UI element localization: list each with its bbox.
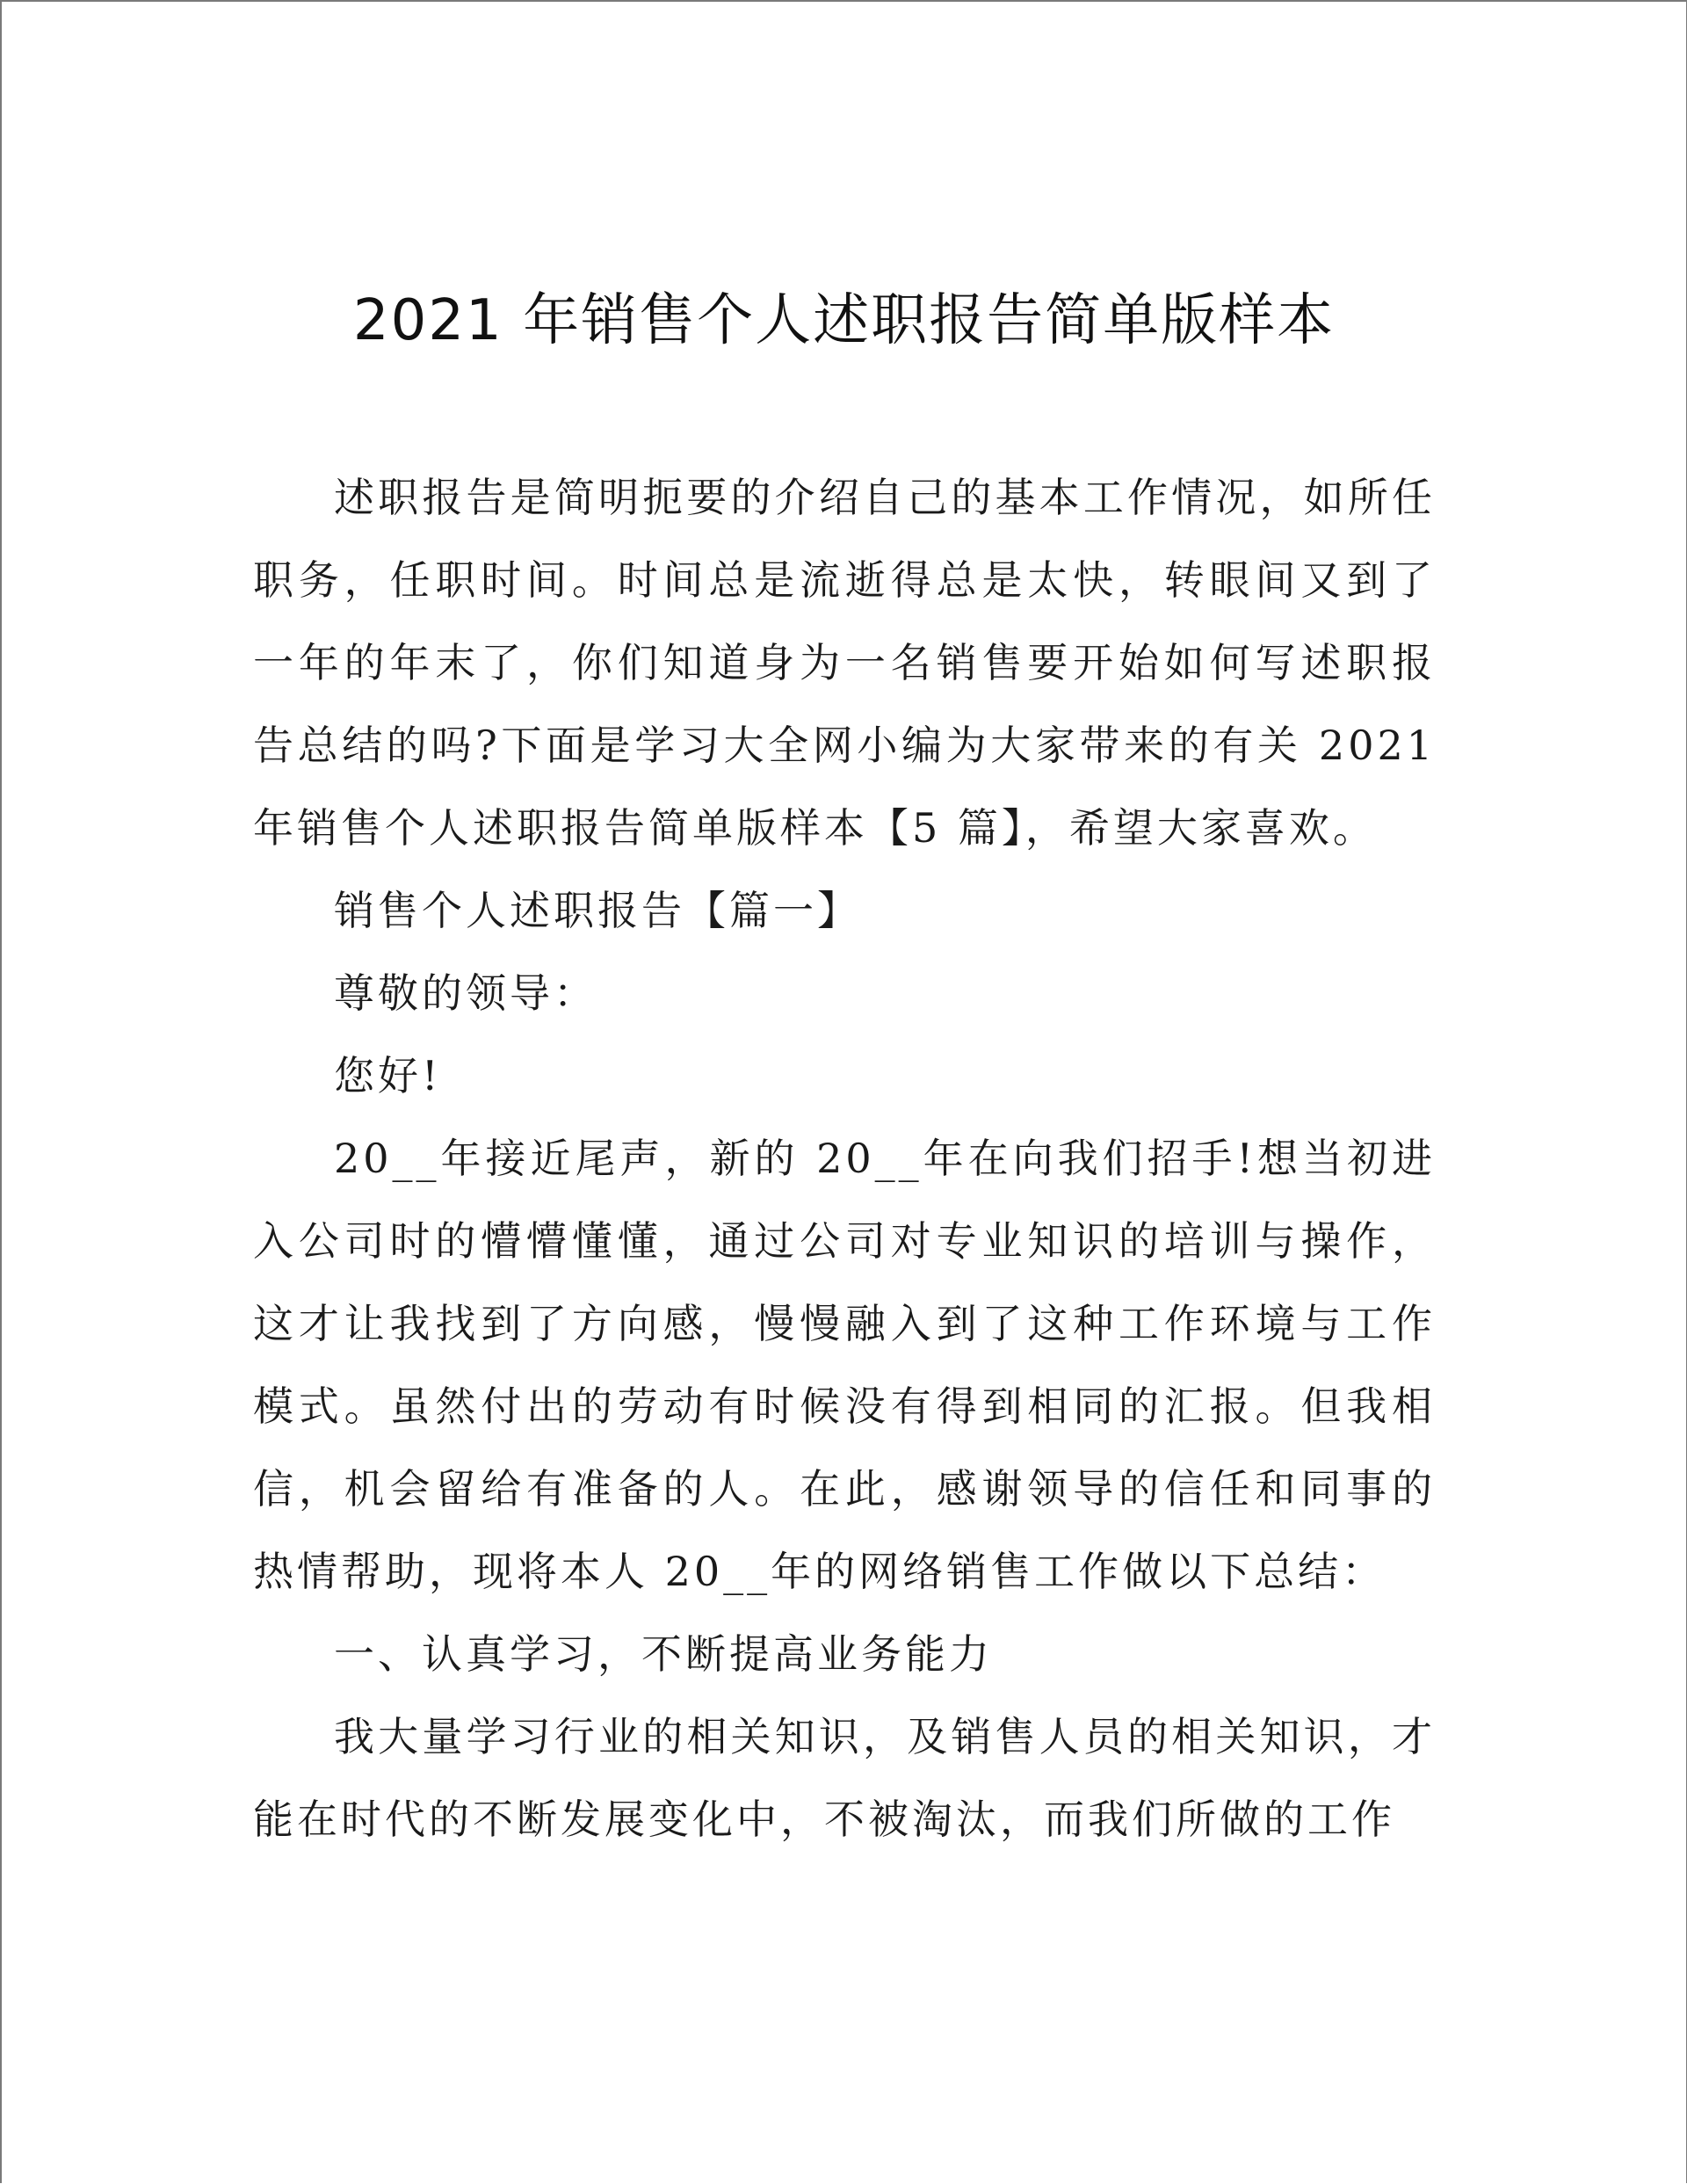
study-paragraph: 我大量学习行业的相关知识，及销售人员的相关知识，才能在时代的不断发展变化中，不被淘汰，而我们所做的工作 [253,1713,1436,1843]
document-title: 2021 年销售个人述职报告简单版样本 [352,288,1336,353]
section-heading-part-one: 销售个人述职报告【篇一】 [334,887,861,934]
opening-paragraph: 20__年接近尾声，新的 20__年在向我们招手!想当初进入公司时的懵懵懂懂，通过公司对专业知识的培训与操作，这才让我找到了方向感，慢慢融入到了这种工作环境与工作模式。虽然付出的劳动有时候没有得到相同的汇报。但我相信，机会留给有准备的人。在此，感谢领导的信任和同事的热情帮助，现将本人 20__年的网络销售工作做以下总结： [253,1135,1436,1595]
salutation: 尊敬的领导： [334,969,597,1017]
intro-paragraph: 述职报告是简明扼要的介绍自己的基本工作情况，如所任职务，任职时间。时间总是流逝得总是太快，转眼间又到了一年的年末了，你们知道身为一名销售要开始如何写述职报告总结的吗?下面是学习大全网小编为大家带来的有关 2021 年销售个人述职报告简单版样本【5 篇】，希望大家喜欢。 [253,474,1436,852]
greeting: 您好! [334,1052,442,1099]
document-body [253,456,1436,1861]
subheading-study: 一、认真学习，不断提高业务能力 [334,1630,993,1678]
